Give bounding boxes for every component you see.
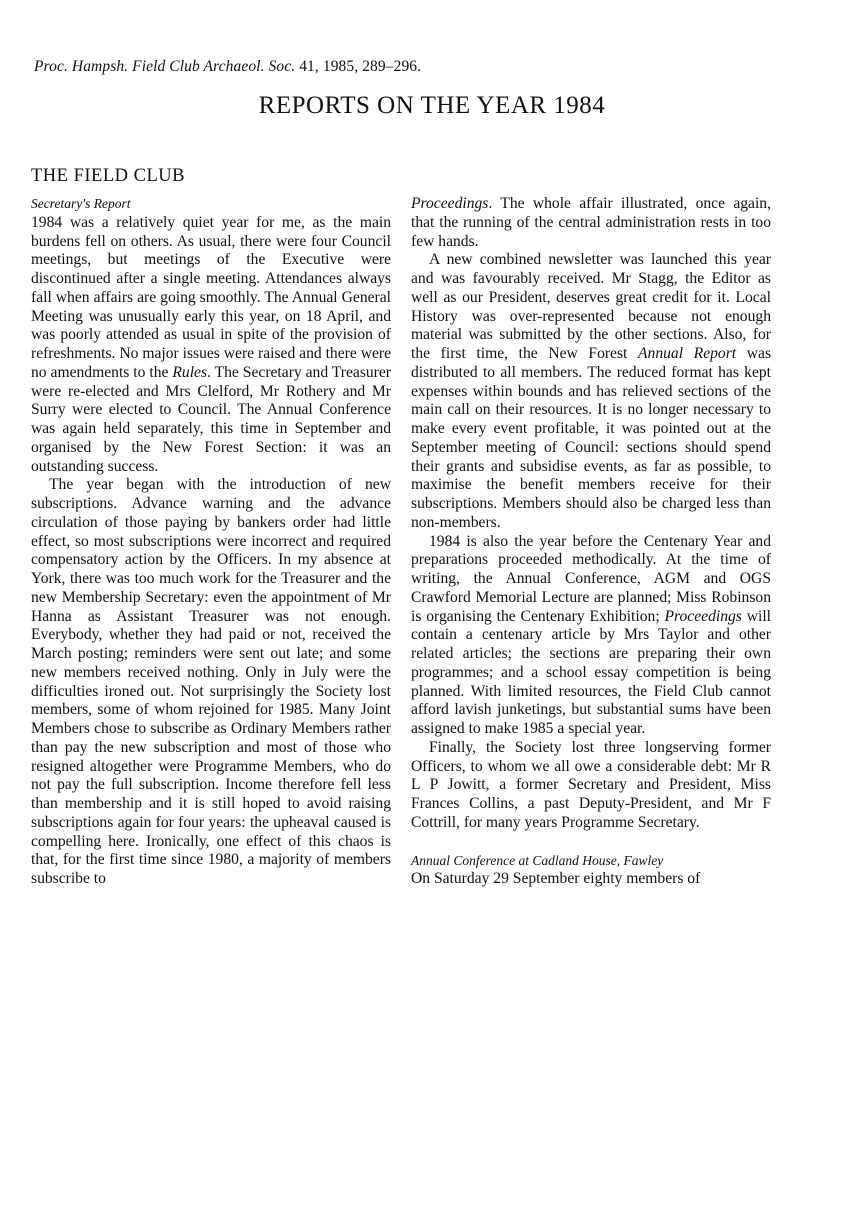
right-column xyxy=(411,195,771,889)
paragraph: Proceedings. The whole affair illustrated, once again, that the running of the central administration rests in too few hands. xyxy=(411,195,771,250)
citation-pages: 1985, 289–296. xyxy=(322,58,422,75)
section-heading: THE FIELD CLUB xyxy=(31,166,185,186)
left-column xyxy=(31,195,391,889)
proceedings-emphasis: Proceedings xyxy=(411,195,489,212)
annual-report-emphasis: Annual Report xyxy=(638,345,737,362)
page-title: REPORTS ON THE YEAR 1984 xyxy=(258,92,606,119)
rules-emphasis: Rules xyxy=(172,363,208,381)
paragraph: 1984 was a relatively quiet year for me, as the main burdens fell on others. As usual, there were four Council meetings, but meetings of the Executive were discontinued after a single meeting. Attendances always fall when affairs are going smoothly. The Annual General Meeting was unusually early this year, on 18 April, and was poorly attended as usual in spite of the provision of refreshments. No major issues were raised and there were no amendments to the Rules. The Secretary and Treasurer were re-elected and Mrs Clelford, Mr Rothery and Mr Surry were elected to Council. The Annual Conference was again held separately, this time in September and organised by the New Forest Section: it was an outstanding success. xyxy=(31,213,391,475)
journal-citation xyxy=(34,58,421,76)
annual-conference-subhead: Annual Conference at Cadland House, Fawley xyxy=(411,852,664,868)
paragraph: 1984 is also the year before the Centenary Year and preparations proceeded methodically. At the time of writing, the Annual Conference, AGM and OGS Crawford Memorial Lecture are planned; Miss Robinson is organising the Centenary Exhibition; Proceedings will contain a centenary article by Mrs Taylor and other related articles; the sections are preparing their own programmes; and a school essay competition is being planned. With limited resources, the Field Club cannot afford lavish junketings, but substantial sums have been assigned to make 1985 a special year. xyxy=(411,532,771,737)
citation-journal: Proc. Hampsh. Field Club Archaeol. Soc. xyxy=(34,58,296,75)
paragraph: The year began with the introduction of new subscriptions. Advance warning and the advance circulation of those paying by bankers order had little effect, so most subscriptions were incorrect and required compensatory action by the Officers. In my absence at York, there was too much work for the Treasurer and the new Membership Secretary: even the appointment of Mr Hanna as Assistant Treasurer was not enough. Everybody, whether they had paid or not, received the March posting; reminders were sent out late; and some new members received nothing. Only in July were the difficulties ironed out. Not surprisingly the Society lost members, some of whom rejoined for 1985. Many Joint Members chose to subscribe as Ordinary Members rather than pay the new subscription and most of those who resigned altogether were Programme Members, who do not pay the full subscription. Income therefore fell less than membership and it is still hoped to avoid raising subscriptions again for four years: the upheaval caused is compelling here. Ironically, one effect of this chaos is that, for the first time since 1980, a majority of members subscribe to xyxy=(31,476,391,887)
citation-volume: 41, xyxy=(299,58,319,75)
proceedings-emphasis: Proceedings xyxy=(664,607,742,625)
secretary-report-subhead: Secretary's Report xyxy=(31,196,131,211)
paragraph: On Saturday 29 September eighty members of xyxy=(411,870,701,888)
paragraph: Finally, the Society lost three longserving former Officers, to whom we all owe a considerable debt: Mr R L P Jowitt, a former Secretary and President, Miss Frances Collins, a past Deputy-President, and Mr F Cottrill, for many years Programme Secretary. xyxy=(411,738,771,831)
paragraph: A new combined newsletter was launched this year and was favourably received. Mr Stagg, the Editor as well as our President, deserves great credit for it. Local History was over-represented because not enough material was submitted by the other sections. Also, for the first time, the New Forest Annual Report was distributed to all members. The reduced format has kept expenses within bounds and has relieved sections of the main call on their resources. It is no longer necessary to make every event profitable, it was pointed out at the September meeting of Council: sections should spend their grants and subsidise events, as far as possible, to maximise the benefit members receive for their subscriptions. Members should also be charged less than non-members. xyxy=(411,251,772,531)
